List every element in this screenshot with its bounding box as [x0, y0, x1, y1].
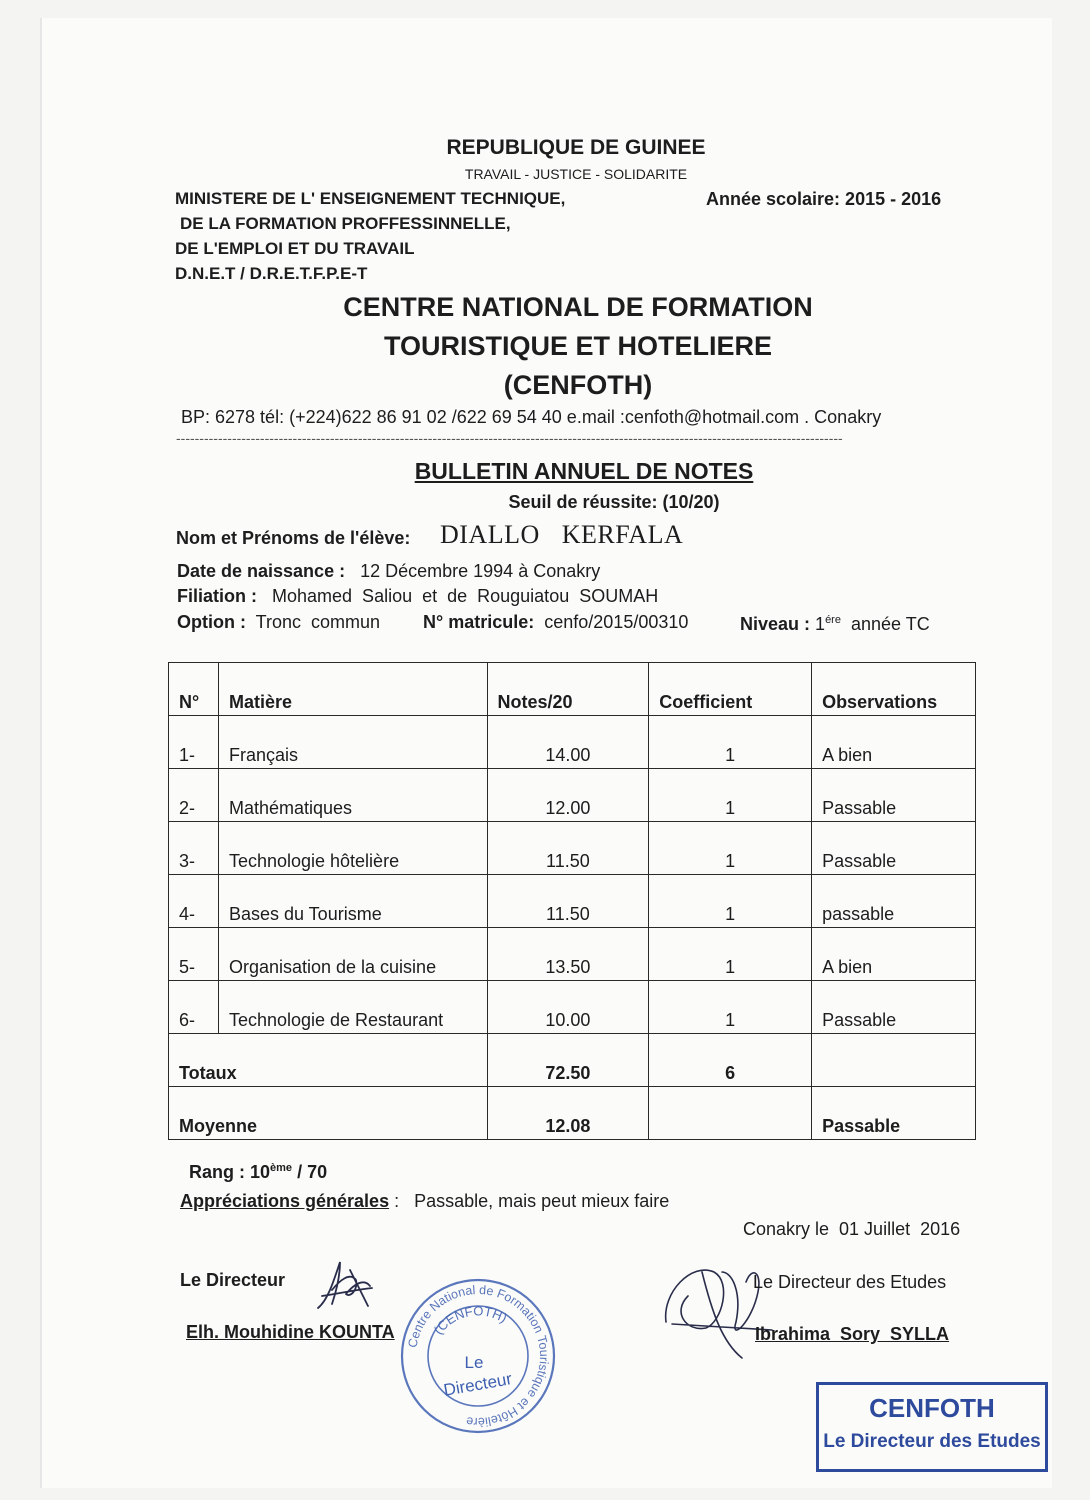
matricule-value: cenfo/2015/00310	[544, 612, 689, 632]
director-title: Le Directeur	[180, 1270, 286, 1290]
row-observation: Passable	[812, 981, 976, 1034]
table-row	[169, 716, 976, 769]
birth-line	[177, 561, 600, 582]
average-grade: 12.08	[487, 1087, 649, 1140]
row-subject: Technologie de Restaurant	[218, 981, 487, 1034]
totals-label: Totaux	[169, 1034, 488, 1087]
table-row	[169, 981, 976, 1034]
filiation-line	[177, 586, 658, 607]
box-stamp-title: CENFOTH	[869, 1393, 995, 1423]
row-coefficient: 1	[649, 716, 812, 769]
rank-total: / 70	[297, 1162, 328, 1182]
level-label: Niveau :	[740, 614, 811, 634]
row-coefficient: 1	[649, 981, 812, 1034]
row-number: 2-	[169, 769, 219, 822]
matricule-line	[423, 612, 688, 633]
box-stamp	[816, 1382, 1048, 1472]
row-subject: Bases du Tourisme	[218, 875, 487, 928]
rank-sup: ème	[270, 1162, 293, 1174]
table-row	[169, 769, 976, 822]
school-year: Année scolaire: 2015 - 2016	[706, 189, 942, 209]
bulletin-title	[0, 458, 1090, 485]
center-name-line-3: (CENFOTH)	[503, 370, 653, 400]
filiation-label: Filiation :	[177, 586, 257, 606]
table-row	[169, 928, 976, 981]
box-stamp-subtitle: Le Directeur des Etudes	[823, 1431, 1041, 1452]
birth-value: 12 Décembre 1994 à Conakry	[360, 561, 601, 581]
appreciation-line	[180, 1191, 669, 1212]
totals-observation	[812, 1034, 976, 1087]
date-place: Conakry le 01 Juillet 2016	[743, 1219, 961, 1239]
level-number: 1	[815, 614, 826, 634]
option-label: Option :	[177, 612, 246, 632]
round-stamp	[398, 1276, 558, 1436]
studies-director-name: Ibrahima Sory SYLLA	[755, 1324, 950, 1344]
totals-coefficient: 6	[649, 1034, 812, 1087]
bulletin-title-text: BULLETIN ANNUEL DE NOTES	[414, 458, 754, 484]
average-observation: Passable	[812, 1087, 976, 1140]
student-name	[440, 520, 683, 550]
republic-title: REPUBLIQUE DE GUINEE	[446, 136, 706, 159]
student-first-name: KERFALA	[561, 520, 684, 549]
header-grade: Notes/20	[487, 663, 649, 716]
stamp-inner-line-1: Le	[464, 1353, 484, 1372]
appreciation-value: Passable, mais peut mieux faire	[414, 1191, 670, 1211]
totals-row	[169, 1034, 976, 1087]
rank-label: Rang : 10	[189, 1162, 271, 1182]
stamp-ring-text: Centre National de Formation Touristique et Hôtelière	[405, 1282, 552, 1430]
ministry-line-3: DE L'EMPLOI ET DU TRAVAIL	[175, 239, 415, 258]
studies-director-signature	[662, 1252, 782, 1362]
filiation-value: Mohamed Saliou et de Rouguiatou SOUMAH	[272, 586, 659, 606]
average-row	[169, 1087, 976, 1140]
row-number: 3-	[169, 822, 219, 875]
center-name-line-2: TOURISTIQUE ET HOTELIERE	[383, 331, 773, 361]
average-label: Moyenne	[169, 1087, 488, 1140]
student-last-name: DIALLO	[440, 520, 540, 549]
header-observations: Observations	[812, 663, 976, 716]
ministry-line-1: MINISTERE DE L' ENSEIGNEMENT TECHNIQUE,	[175, 189, 566, 208]
header-number: N°	[169, 663, 219, 716]
appreciation-label: Appréciations générales	[180, 1191, 390, 1211]
pass-threshold: Seuil de réussite: (10/20)	[508, 492, 720, 512]
center-name-line-1: CENTRE NATIONAL DE FORMATION	[343, 292, 813, 322]
row-grade: 11.50	[487, 875, 649, 928]
totals-grade: 72.50	[487, 1034, 649, 1087]
table-header-row	[169, 663, 976, 716]
table-row	[169, 875, 976, 928]
rank	[189, 1162, 327, 1183]
row-observation: A bien	[812, 928, 976, 981]
row-coefficient: 1	[649, 928, 812, 981]
table-row	[169, 822, 976, 875]
row-grade: 11.50	[487, 822, 649, 875]
header-subject: Matière	[218, 663, 487, 716]
row-observation: Passable	[812, 822, 976, 875]
row-grade: 13.50	[487, 928, 649, 981]
row-observation: Passable	[812, 769, 976, 822]
studies-director-title: Le Directeur des Etudes	[753, 1272, 947, 1292]
director-signature	[310, 1250, 380, 1320]
ministry-line-4: D.N.E.T / D.R.E.T.F.P.E-T	[175, 264, 368, 283]
row-observation: passable	[812, 875, 976, 928]
contact-line: BP: 6278 tél: (+224)622 86 91 02 /622 69 54 40 e.mail :cenfoth@hotmail.com . Conakry	[181, 407, 882, 427]
separator-line: -----------------------------------------------------------------------------------------------------------------------------------------------	[176, 430, 843, 446]
stamp-inner-top: (CENFOTH)	[430, 1303, 510, 1338]
header-coefficient: Coefficient	[649, 663, 812, 716]
average-coefficient	[649, 1087, 812, 1140]
matricule-label: N° matricule:	[423, 612, 535, 632]
level-value: année TC	[850, 614, 930, 634]
director-name: Elh. Mouhidine KOUNTA	[186, 1322, 395, 1342]
motto: TRAVAIL - JUSTICE - SOLIDARITE	[464, 166, 688, 182]
ministry-line-2: DE LA FORMATION PROFFESSINNELLE,	[180, 214, 511, 233]
row-subject: Français	[218, 716, 487, 769]
row-number: 1-	[169, 716, 219, 769]
row-coefficient: 1	[649, 769, 812, 822]
option-value: Tronc commun	[255, 612, 381, 632]
row-coefficient: 1	[649, 822, 812, 875]
row-coefficient: 1	[649, 875, 812, 928]
row-observation: A bien	[812, 716, 976, 769]
row-grade: 14.00	[487, 716, 649, 769]
row-subject: Technologie hôtelière	[218, 822, 487, 875]
row-grade: 12.00	[487, 769, 649, 822]
option-line	[177, 612, 380, 633]
row-subject: Mathématiques	[218, 769, 487, 822]
row-grade: 10.00	[487, 981, 649, 1034]
grades-table	[168, 662, 976, 1140]
row-number: 6-	[169, 981, 219, 1034]
row-number: 4-	[169, 875, 219, 928]
row-subject: Organisation de la cuisine	[218, 928, 487, 981]
stamp-inner-line-2: Directeur	[442, 1369, 514, 1400]
student-name-label: Nom et Prénoms de l'élève:	[176, 528, 411, 548]
appreciation-sep: :	[389, 1191, 400, 1211]
birth-label: Date de naissance :	[177, 561, 346, 581]
level-sup: ére	[825, 614, 841, 626]
row-number: 5-	[169, 928, 219, 981]
level-line	[740, 614, 930, 635]
